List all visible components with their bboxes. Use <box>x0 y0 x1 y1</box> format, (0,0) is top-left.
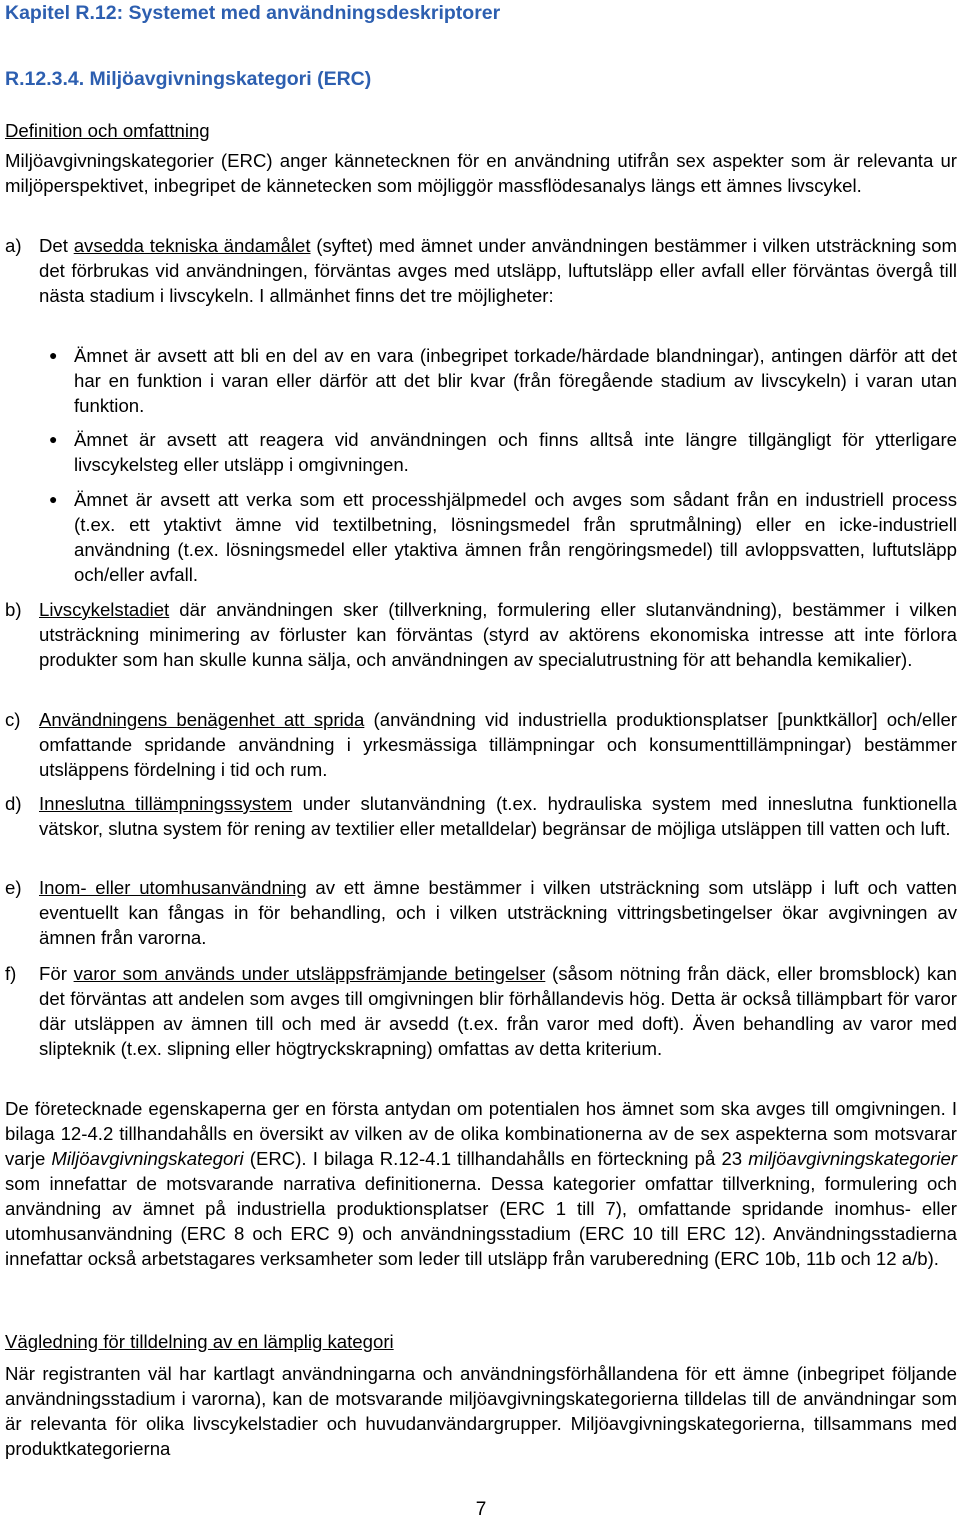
item-label: b) <box>5 599 22 620</box>
item-label: c) <box>5 709 21 730</box>
list-item-a <box>5 233 957 308</box>
summary-paragraph: De företecknade egenskaperna ger en första antydan om potentialen hos ämnet som ska avges till omgivningen. I bilaga 12-4.2 tillhandahålls en översikt av vilken av de olika kombinationerna av de sex aspekterna som motsvarar varje Miljöavgivningskategori (ERC). I bilaga R.12-4.1 tillhandahålls en förteckning på 23 miljöavgivningskategorier som innefattar de motsvarande narrativa definitionerna. Dessa kategorier omfattar tillverkning, formulering och användning av ämnet på industriella produktionsplatser (ERC 1 till 7), omfattande spridande inomhus- eller utomhusanvändning (ERC 8 och ERC 9) och användningsstadium (ERC 10 till ERC 12). Användningsstadierna innefattar också arbetstagares verksamheter som leder till utsläpp från varuberedning (ERC 10b, 11b och 12 a/b). <box>5 1098 958 1269</box>
guidance-text: När registranten väl har kartlagt användningarna och användningsförhållandena för ett ämne (inbegripet följande användningsstadium i varorna), kan de motsvarande miljöavgivningskategorierna tilldelas till de användningar som är relevanta för olika livscykelstadier och huvudanvändargrupper. Miljöavgivningskategorierna, tillsammans med produktkategorierna <box>5 1363 957 1459</box>
item-label: a) <box>5 235 22 256</box>
item-term: avsedda tekniska ändamålet <box>73 235 311 256</box>
bullet-text: Ämnet är avsett att bli en del av en vara (inbegripet torkade/härdade blandningar), antingen därför att det har en funktion i varan eller därför att det blir kvar (från föregående stadium av livscykeln) i varan utan funktion. <box>74 345 957 416</box>
bullet-item <box>5 487 957 587</box>
list-item-f <box>5 961 957 1061</box>
item-text: Inneslutna tillämpningssystem under slutanvändning (t.ex. hydrauliska system med inneslutna funktionella vätskor, slutna system för rening av textilier eller metalldelar) begränsar de möjliga utsläppen till vatten och luft. <box>39 793 957 839</box>
page-number: 7 <box>475 1499 487 1520</box>
item-text: Det avsedda tekniska ändamålet (syftet) med ämnet under användningen bestämmer i vilken utsträckning som det förbrukas vid användningen, förväntas avges med utsläpp, luftutsläpp eller avfall eller förväntas övergå till nästa stadium i livscykeln. I allmänhet finns det tre möjligheter: <box>39 235 957 306</box>
list-item-e <box>5 875 957 950</box>
chapter-title: Kapitel R.12: Systemet med användningsdeskriptorer <box>5 2 501 24</box>
section-title: R.12.3.4. Miljöavgivningskategori (ERC) <box>5 68 372 90</box>
bullet-item <box>5 343 957 418</box>
list-item-c <box>5 707 957 782</box>
list-item-b <box>5 597 957 672</box>
item-term: Inom- eller utomhusanvändning <box>39 877 307 898</box>
item-label: f) <box>5 963 17 984</box>
item-label: d) <box>5 793 22 814</box>
definition-heading: Definition och omfattning <box>5 120 210 141</box>
bullet-text: Ämnet är avsett att reagera vid användningen och finns alltså inte längre tillgängligt för ytterligare livscykelsteg eller utsläpp i omgivningen. <box>74 429 957 475</box>
item-text: Inom- eller utomhusanvändning av ett ämne bestämmer i vilken utsträckning som utsläpp i luft och vatten eventuellt kan fångas in för behandling, och i vilken utsträckning vittringsbetingelser ökar avgivningen av ämnen från varorna. <box>39 877 958 948</box>
list-item-d <box>5 791 957 841</box>
bullet-icon: ● <box>49 491 58 507</box>
item-text: Användningens benägenhet att sprida (användning vid industriella produktionsplatser [punktkällor] och/eller omfattande spridande användning i yrkesmässiga tillämpningar och konsumenttillämpningar) bestämmer utsläppens fördelning i tid och rum. <box>39 709 957 780</box>
item-label: e) <box>5 877 22 898</box>
item-text: Livscykelstadiet där användningen sker (tillverkning, formulering eller slutanvändning), bestämmer i vilken utsträckning minimering av förluster kan förväntas (styrd av aktörens ekonomiska intresse att inte förlora produkter som han skulle kunna sälja, och användningen av specialutrustning för att behandla kemikalier). <box>39 599 957 670</box>
item-term: Användningens benägenhet att sprida <box>39 709 365 730</box>
item-term: Inneslutna tillämpningssystem <box>39 793 293 814</box>
item-text: För varor som används under utsläppsfrämjande betingelser (såsom nötning från däck, eller bromsblock) kan det förväntas att andelen som avges till omgivningen blir förhållandevis hög. Detta är också tillämpbart för varor där utsläppen av ämnen till och med är avsedd (t.ex. från varor med doft). Även behandling av varor med slipteknik (t.ex. slipning eller högtryckskrapning) omfattas av detta kriterium. <box>39 963 957 1059</box>
italic-term: Miljöavgivningskategori <box>51 1148 244 1169</box>
bullet-icon: ● <box>49 431 58 447</box>
bullet-text: Ämnet är avsett att verka som ett processhjälpmedel och avges som sådant från en industriell process (t.ex. ett ytaktivt ämne vid textilbetning, lösningsmedel från sprutmålning) eller en icke-industriell användning (t.ex. lösningsmedel eller ytaktiva ämnen från rengöringsmedel) till avloppsvatten, luftutsläpp och/eller avfall. <box>74 489 957 585</box>
guidance-heading: Vägledning för tilldelning av en lämplig kategori <box>5 1331 394 1352</box>
bullet-item <box>5 427 957 477</box>
item-term: varor som används under utsläppsfrämjande betingelser <box>73 963 546 984</box>
definition-intro: Miljöavgivningskategorier (ERC) anger kännetecknen för en användning utifrån sex aspekter som är relevanta ur miljöperspektivet, inbegripet de kännetecken som möjliggör massflödesanalys längs ett ämnes livscykel. <box>5 150 957 196</box>
item-term: Livscykelstadiet <box>39 599 170 620</box>
bullet-icon: ● <box>49 347 58 363</box>
italic-term: miljöavgivningskategorier <box>748 1148 958 1169</box>
